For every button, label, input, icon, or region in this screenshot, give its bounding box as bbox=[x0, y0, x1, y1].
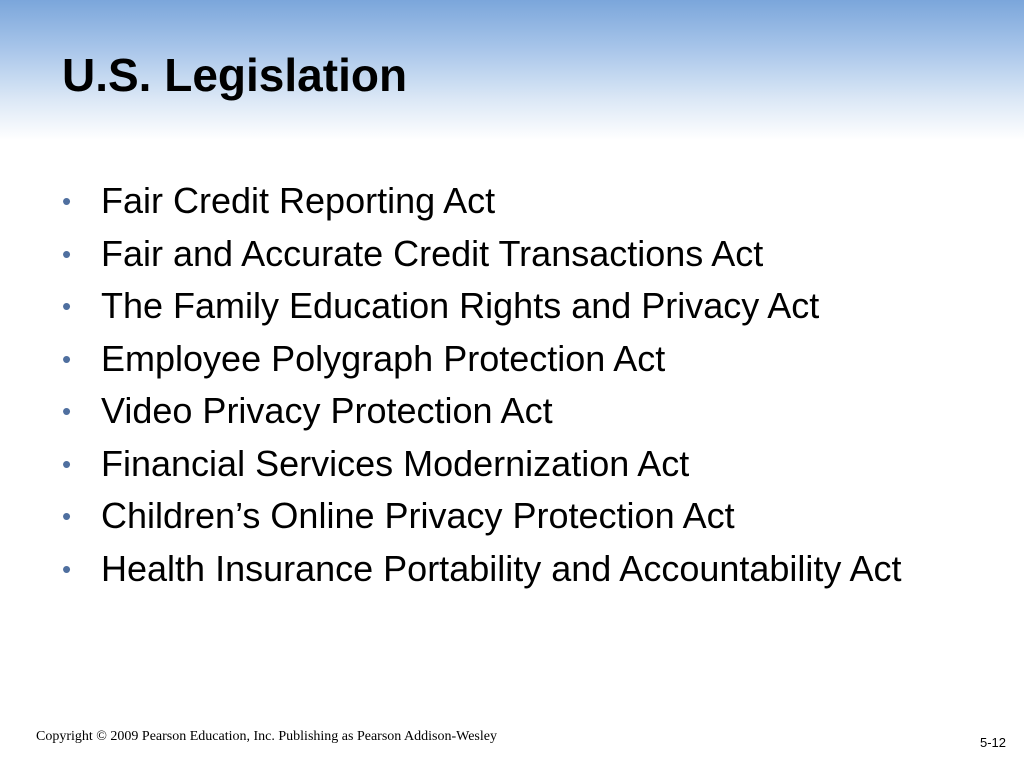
bullet-icon: • bbox=[62, 501, 72, 531]
bullet-text: Health Insurance Portability and Accountability Act bbox=[101, 547, 902, 589]
bullet-text: Employee Polygraph Protection Act bbox=[101, 337, 666, 379]
footer-copyright: Copyright © 2009 Pearson Education, Inc. Publishing as Pearson Addison-Wesley bbox=[36, 729, 497, 744]
slide-number: 5-12 bbox=[979, 735, 1006, 750]
bullet-text: Fair and Accurate Credit Transactions Act bbox=[101, 232, 764, 274]
bullet-text: Video Privacy Protection Act bbox=[101, 390, 553, 431]
list-item bbox=[62, 338, 962, 380]
list-item bbox=[62, 495, 962, 537]
bullet-text: The Family Education Rights and Privacy Act bbox=[101, 285, 820, 326]
list-item bbox=[62, 390, 962, 432]
bullet-icon: • bbox=[62, 343, 72, 374]
list-item bbox=[62, 548, 962, 590]
bullet-text: Financial Services Modernization Act bbox=[101, 442, 690, 484]
bullet-icon: • bbox=[62, 291, 72, 321]
list-item bbox=[62, 443, 962, 485]
bullet-icon: • bbox=[62, 553, 72, 584]
bullet-text: Children’s Online Privacy Protection Act bbox=[101, 495, 735, 536]
bullet-text: Fair Credit Reporting Act bbox=[101, 180, 496, 221]
list-item bbox=[62, 285, 962, 327]
bullet-icon: • bbox=[62, 396, 72, 426]
bullet-icon: • bbox=[62, 238, 72, 269]
bullet-icon: • bbox=[62, 186, 72, 216]
list-item bbox=[62, 180, 962, 222]
bullet-list bbox=[62, 180, 962, 600]
slide-title: U.S. Legislation bbox=[62, 49, 408, 101]
list-item bbox=[62, 233, 962, 275]
bullet-icon: • bbox=[62, 448, 72, 479]
